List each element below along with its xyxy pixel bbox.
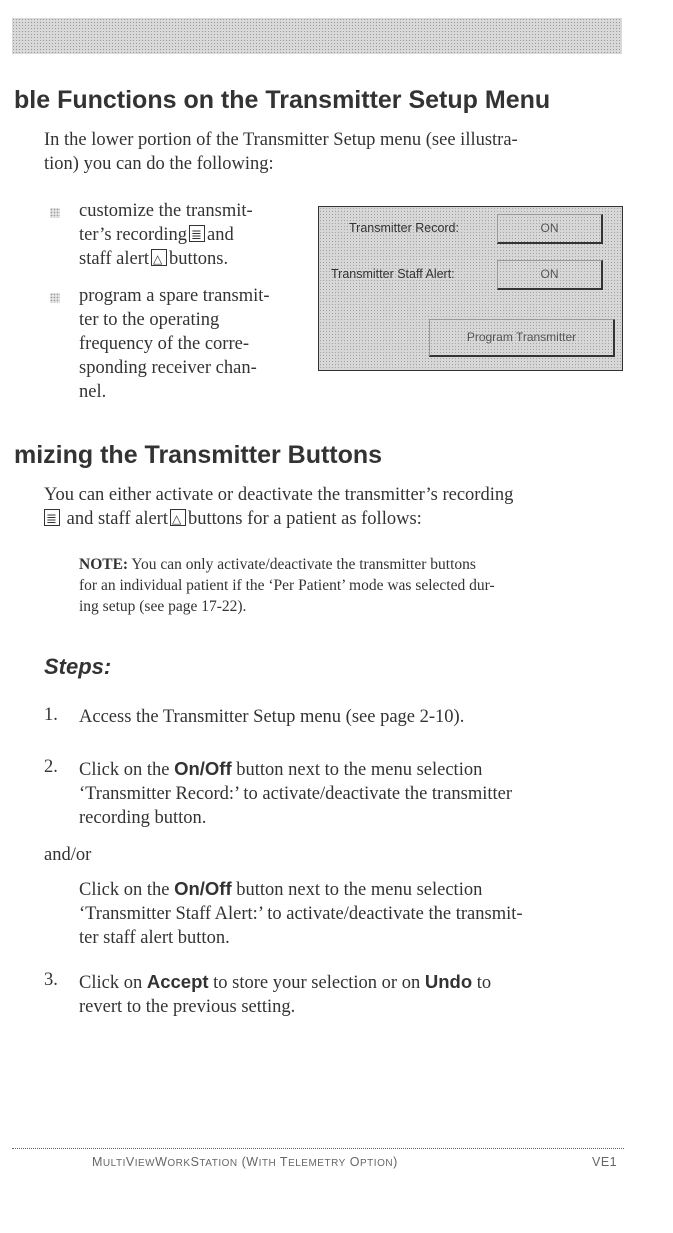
steps-heading: Steps: [44,654,112,679]
note-label: NOTE: [79,556,129,573]
on-off-term: On/Off [174,878,232,899]
header-band [12,18,622,54]
step-3: Click on Accept to store your selection or on Undo to revert to the previous setting. [79,971,492,1017]
transmitter-record-toggle[interactable]: ON [497,214,603,244]
transmitter-staff-alert-label: Transmitter Staff Alert: [331,267,455,281]
bullet-icon [50,208,60,218]
page-number: VE1 [592,1155,618,1169]
note-block: NOTE: You can only activate/deactivate the transmitter buttons for an individual patient if the ‘Per Patient’ mode was selected dur- ing setup (see page 17-22). [79,556,495,615]
footer-product-name: MULTIVIEWWORKSTATION (WITH TELEMETRY OPTION) [92,1155,398,1169]
subsection-intro: You can either activate or deactivate the transmitter’s recording ≣ and staff alert△ buttons for a patient as follows: [44,483,634,531]
step-2b: Click on the On/Off button next to the menu selection ‘Transmitter Staff Alert:’ to activate/deactivate the transmit- ter staff alert button. [79,878,523,948]
footer-rule [12,1148,624,1149]
bullet-item-customize: customize the transmit- ter’s recording≣ and staff alert△ buttons. [79,199,319,271]
step-number: 1. [44,705,58,725]
recording-button-icon [189,225,205,242]
section-intro: In the lower portion of the Transmitter Setup menu (see illustra- tion) you can do the following: [44,130,518,174]
transmitter-staff-alert-toggle[interactable]: ON [497,260,603,290]
program-transmitter-button[interactable]: Program Transmitter [429,319,615,357]
accept-term: Accept [146,971,209,992]
staff-alert-button-icon [151,249,167,266]
undo-term: Undo [424,971,473,992]
step-2: Click on the On/Off button next to the menu selection ‘Transmitter Record:’ to activate/deactivate the transmitter recording button. [79,758,513,828]
staff-alert-button-icon [170,509,186,526]
and-or-text: and/or [44,845,92,865]
bullet-item-program: program a spare transmit- ter to the operating frequency of the corre- sponding receiver chan- nel. [79,286,270,402]
bullet-icon [50,293,60,303]
step-number: 3. [44,970,58,990]
transmitter-setup-illustration [318,206,623,371]
step-1: Access the Transmitter Setup menu (see page 2-10). [79,707,465,727]
step-number: 2. [44,757,58,777]
transmitter-record-label: Transmitter Record: [349,221,459,235]
section-title: ble Functions on the Transmitter Setup Menu [14,86,551,114]
on-off-term: On/Off [174,758,232,779]
subsection-title: mizing the Transmitter Buttons [14,441,383,469]
recording-button-icon [44,509,60,526]
